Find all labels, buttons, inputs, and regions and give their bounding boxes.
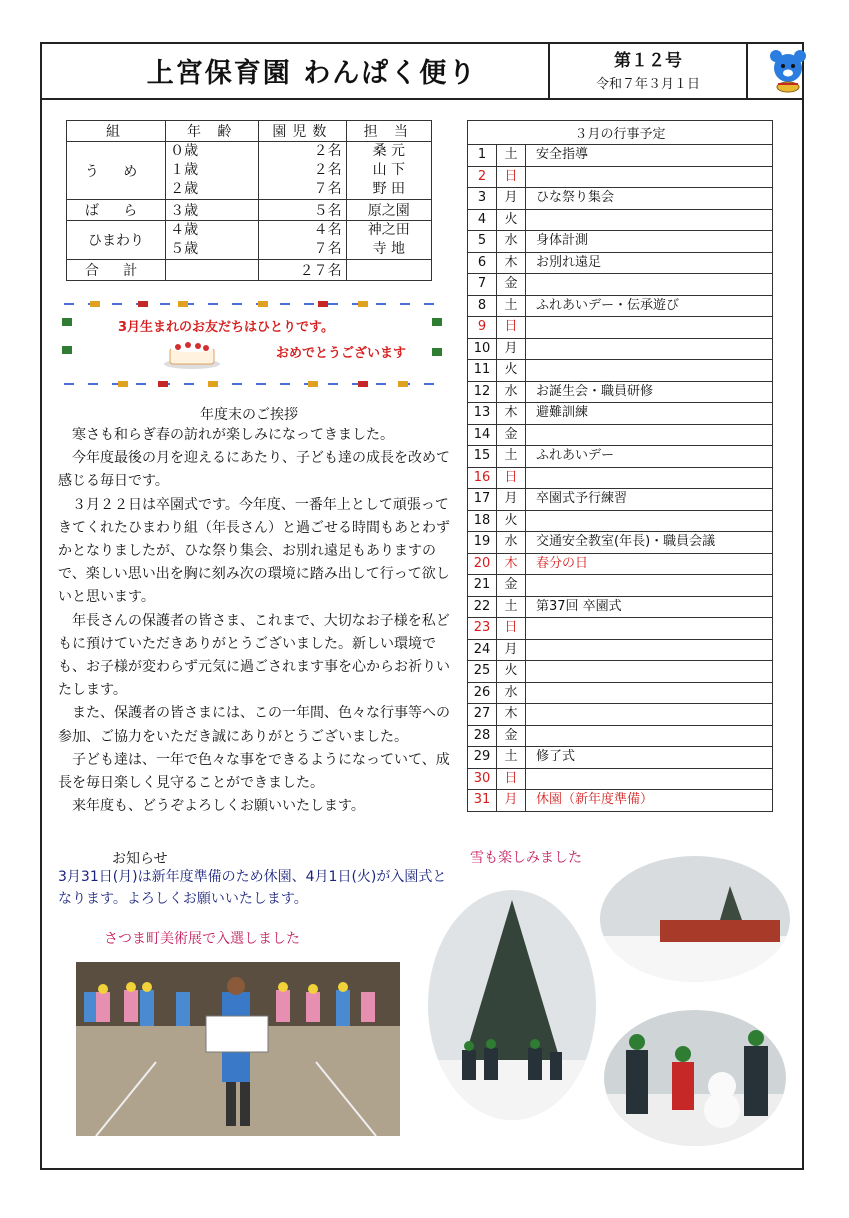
schedule-event <box>526 209 773 231</box>
schedule-weekday: 月 <box>497 489 526 511</box>
schedule-weekday: 土 <box>497 145 526 167</box>
schedule-row <box>468 639 773 661</box>
schedule-weekday: 火 <box>497 661 526 683</box>
schedule-event <box>526 661 773 683</box>
class-row-bara <box>67 200 432 221</box>
schedule-event: 春分の日 <box>526 553 773 575</box>
schedule-day: 15 <box>468 446 497 468</box>
schedule-day: 25 <box>468 661 497 683</box>
class-name: う め <box>67 142 166 200</box>
schedule-weekday: 月 <box>497 338 526 360</box>
schedule-row <box>468 618 773 640</box>
schedule-day: 31 <box>468 790 497 812</box>
schedule-day: 24 <box>468 639 497 661</box>
art-award-photo <box>76 962 400 1136</box>
schedule-row <box>468 381 773 403</box>
birthday-message: 3月生まれのお友だちはひとりです。 <box>118 320 335 335</box>
schedule-day: 10 <box>468 338 497 360</box>
class-row-himawari <box>67 221 432 260</box>
schedule-event <box>526 618 773 640</box>
schedule-weekday: 金 <box>497 725 526 747</box>
schedule-event <box>526 467 773 489</box>
schedule-day: 18 <box>468 510 497 532</box>
age: ５歳 <box>170 241 199 257</box>
age: ３歳 <box>166 200 259 221</box>
schedule-day: 5 <box>468 231 497 253</box>
schedule-event: 安全指導 <box>526 145 773 167</box>
schedule-row <box>468 790 773 812</box>
schedule-row <box>468 467 773 489</box>
schedule-event <box>526 682 773 704</box>
teacher: 寺 地 <box>372 241 406 257</box>
greeting-body <box>58 424 450 818</box>
schedule-row <box>468 317 773 339</box>
newsletter-title: 上宮保育園 わんぱく便り <box>146 57 478 89</box>
notice-heading: お知らせ <box>112 851 168 867</box>
schedule-row <box>468 338 773 360</box>
notice-body: 3月31日(月)は新年度準備のため休園、4月1日(火)が入園式となります。よろしくお願いいたします。 <box>58 869 447 907</box>
age: ４歳 <box>170 222 199 238</box>
class-name: ひまわり <box>67 221 166 260</box>
schedule-weekday: 木 <box>497 704 526 726</box>
schedule-row <box>468 231 773 253</box>
schedule-weekday: 土 <box>497 747 526 769</box>
schedule-weekday: 水 <box>497 381 526 403</box>
schedule-weekday: 金 <box>497 424 526 446</box>
schedule-row <box>468 596 773 618</box>
schedule-event <box>526 360 773 382</box>
snow-photo-tree <box>428 890 596 1120</box>
schedule-event: ふれあいデー・伝承遊び <box>526 295 773 317</box>
schedule-weekday: 日 <box>497 166 526 188</box>
schedule-day: 2 <box>468 166 497 188</box>
schedule-row <box>468 725 773 747</box>
birthday-congrats: おめでとうございます <box>276 346 407 361</box>
greeting-paragraph: 寒さも和らぎ春の訪れが楽しみになってきました。 <box>72 427 394 443</box>
schedule-row <box>468 188 773 210</box>
greeting-paragraph: ３月２２日は卒園式です。今年度、一番年上として頑張ってきてくれたひまわり組（年長さん）と過ごせる時間もあとわずかとなりましたが、ひな祭り集会、お別れ遠足もありますので、楽しい思い出を胸に刻み次の環境に踏み出して行って欲しいと思います。 <box>58 496 450 606</box>
schedule-event <box>526 338 773 360</box>
schedule-row <box>468 510 773 532</box>
schedule-day: 20 <box>468 553 497 575</box>
schedule-event <box>526 317 773 339</box>
col-header-age: 年 齢 <box>166 121 259 142</box>
schedule-row <box>468 274 773 296</box>
schedule-day: 7 <box>468 274 497 296</box>
schedule-event <box>526 768 773 790</box>
schedule-weekday: 月 <box>497 188 526 210</box>
schedule-weekday: 金 <box>497 575 526 597</box>
greeting-paragraph: 年長さんの保護者の皆さま、これまで、大切なお子様を私どもに預けていただきありがとうございました。新しい環境でも、お子様が変わらず元気に過ごされます事を心からお祈りいたします。 <box>58 612 450 699</box>
count: ７名 <box>313 241 342 257</box>
schedule-day: 22 <box>468 596 497 618</box>
schedule-row <box>468 532 773 554</box>
greeting-title: 年度末のご挨拶 <box>200 407 298 423</box>
issue-number: 第１２号 <box>614 51 682 71</box>
greeting-paragraph: また、保護者の皆さまには、この一年間、色々な行事等への参加、ご協力をいただき誠にありがとうございました。 <box>58 705 450 745</box>
schedule-row <box>468 553 773 575</box>
newsletter-header <box>40 42 804 100</box>
schedule-day: 26 <box>468 682 497 704</box>
class-row-ume <box>67 142 432 200</box>
schedule-event <box>526 725 773 747</box>
schedule-weekday: 日 <box>497 768 526 790</box>
schedule-day: 3 <box>468 188 497 210</box>
col-header-count: 園児数 <box>259 121 346 142</box>
schedule-row <box>468 403 773 425</box>
schedule-weekday: 日 <box>497 467 526 489</box>
schedule-weekday: 木 <box>497 252 526 274</box>
schedule-event: 身体計測 <box>526 231 773 253</box>
snow-photo-building <box>600 856 790 982</box>
schedule-weekday: 土 <box>497 446 526 468</box>
schedule-weekday: 木 <box>497 403 526 425</box>
col-header-class: 組 <box>67 121 166 142</box>
schedule-event <box>526 704 773 726</box>
col-header-teacher: 担 当 <box>346 121 431 142</box>
schedule-day: 4 <box>468 209 497 231</box>
count: ７名 <box>313 181 342 197</box>
schedule-row <box>468 747 773 769</box>
schedule-day: 13 <box>468 403 497 425</box>
schedule-day: 28 <box>468 725 497 747</box>
schedule-day: 8 <box>468 295 497 317</box>
art-exhibition-heading: さつま町美術展で入選しました <box>104 931 300 947</box>
greeting-paragraph: 今年度最後の月を迎えるにあたり、子ども達の成長を改めて感じる毎日です。 <box>58 450 450 490</box>
schedule-day: 9 <box>468 317 497 339</box>
schedule-row <box>468 768 773 790</box>
schedule-weekday: 日 <box>497 317 526 339</box>
schedule-event: 交通安全教室(年長)・職員会議 <box>526 532 773 554</box>
schedule-weekday: 火 <box>497 209 526 231</box>
issue-box <box>548 42 748 98</box>
schedule-day: 14 <box>468 424 497 446</box>
schedule-row <box>468 575 773 597</box>
schedule-event: 休園（新年度準備） <box>526 790 773 812</box>
schedule-event: ふれあいデー <box>526 446 773 468</box>
schedule-day: 11 <box>468 360 497 382</box>
schedule-row <box>468 252 773 274</box>
schedule-row <box>468 682 773 704</box>
schedule-weekday: 水 <box>497 532 526 554</box>
schedule-event: お別れ遠足 <box>526 252 773 274</box>
schedule-weekday: 水 <box>497 231 526 253</box>
schedule-event: ひな祭り集会 <box>526 188 773 210</box>
birthday-cake-icon <box>162 336 222 370</box>
schedule-day: 27 <box>468 704 497 726</box>
schedule-weekday: 月 <box>497 639 526 661</box>
schedule-row <box>468 424 773 446</box>
age: ２歳 <box>170 181 199 197</box>
snow-photo-snowman <box>604 1010 786 1146</box>
class-table <box>66 120 432 281</box>
schedule-day: 12 <box>468 381 497 403</box>
greeting-paragraph: 来年度も、どうぞよろしくお願いいたします。 <box>72 798 365 815</box>
count: ２名 <box>313 143 342 159</box>
schedule-day: 17 <box>468 489 497 511</box>
schedule-row <box>468 295 773 317</box>
schedule-weekday: 木 <box>497 553 526 575</box>
schedule-event <box>526 510 773 532</box>
schedule-day: 16 <box>468 467 497 489</box>
schedule-weekday: 土 <box>497 295 526 317</box>
count: ４名 <box>313 222 342 238</box>
schedule-event <box>526 639 773 661</box>
schedule-title: ３月の行事予定 <box>468 121 773 145</box>
teacher: 桑 元 <box>372 143 406 159</box>
march-schedule-table <box>467 120 773 812</box>
schedule-weekday: 金 <box>497 274 526 296</box>
total-count: ２７名 <box>259 260 346 281</box>
schedule-weekday: 日 <box>497 618 526 640</box>
schedule-row <box>468 489 773 511</box>
schedule-event: 卒園式予行練習 <box>526 489 773 511</box>
count: ５名 <box>259 200 346 221</box>
schedule-day: 30 <box>468 768 497 790</box>
schedule-event: 第37回 卒園式 <box>526 596 773 618</box>
schedule-day: 23 <box>468 618 497 640</box>
class-name: ば ら <box>67 200 166 221</box>
schedule-weekday: 火 <box>497 510 526 532</box>
count: ２名 <box>313 162 342 178</box>
schedule-event <box>526 166 773 188</box>
teacher: 原之園 <box>346 200 431 221</box>
schedule-row <box>468 704 773 726</box>
schedule-event: お誕生会・職員研修 <box>526 381 773 403</box>
schedule-row <box>468 209 773 231</box>
schedule-event: 修了式 <box>526 747 773 769</box>
schedule-weekday: 水 <box>497 682 526 704</box>
schedule-event <box>526 424 773 446</box>
schedule-row <box>468 360 773 382</box>
schedule-row <box>468 446 773 468</box>
schedule-row <box>468 166 773 188</box>
class-row-total <box>67 260 432 281</box>
schedule-weekday: 月 <box>497 790 526 812</box>
schedule-day: 19 <box>468 532 497 554</box>
age: １歳 <box>170 162 199 178</box>
teacher: 野 田 <box>372 181 406 197</box>
schedule-row <box>468 661 773 683</box>
schedule-event <box>526 274 773 296</box>
teacher: 神之田 <box>367 222 410 238</box>
schedule-event <box>526 575 773 597</box>
age: ０歳 <box>170 143 199 159</box>
schedule-weekday: 火 <box>497 360 526 382</box>
birthday-banner <box>58 298 446 390</box>
schedule-weekday: 土 <box>497 596 526 618</box>
issue-date: 令和７年３月１日 <box>595 77 700 92</box>
total-label: 合 計 <box>67 260 166 281</box>
schedule-day: 29 <box>468 747 497 769</box>
snow-heading: 雪も楽しみました <box>470 850 582 866</box>
teacher: 山 下 <box>372 162 406 178</box>
bear-mascot-icon <box>764 46 812 94</box>
schedule-row <box>468 145 773 167</box>
schedule-day: 21 <box>468 575 497 597</box>
schedule-day: 1 <box>468 145 497 167</box>
greeting-paragraph: 子ども達は、一年で色々な事をできるようになっていて、成長を毎日楽しく見守ることができました。 <box>58 751 450 792</box>
schedule-day: 6 <box>468 252 497 274</box>
schedule-event: 避難訓練 <box>526 403 773 425</box>
